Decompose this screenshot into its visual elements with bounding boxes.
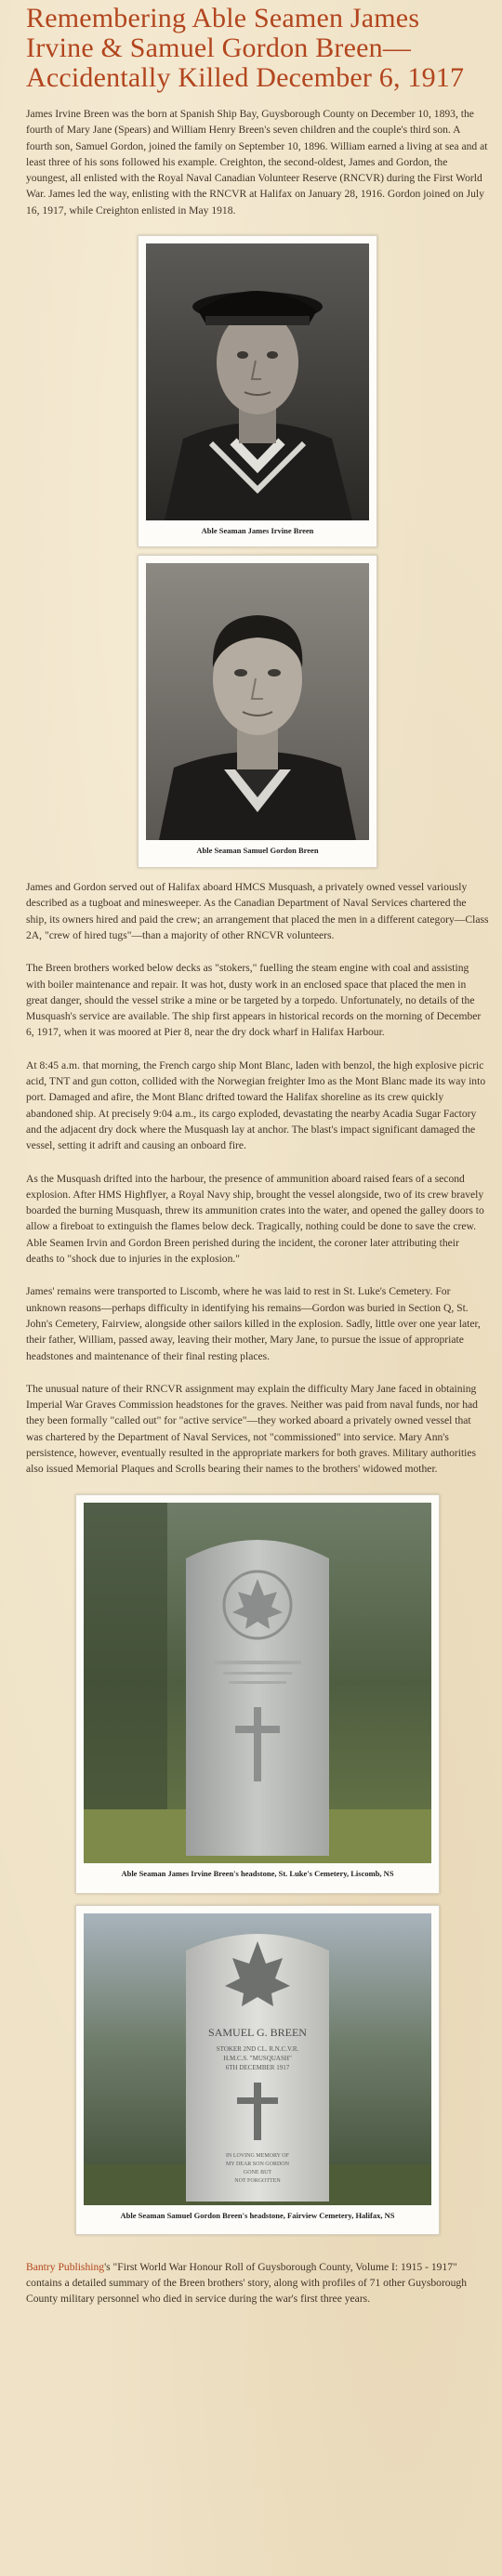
bantry-publishing-link[interactable]: Bantry Publishing [26, 2260, 105, 2273]
portrait-james-illustration [146, 243, 369, 520]
paragraph-burials: James' remains were transported to Liscomb, where he was laid to rest in St. Luke's Cemetery. For unknown reasons—perhaps difficulty in identifying his remains—Gordon was buried in Section Q, St. John's Cemetery, Fairview, alongside other sailors killed in the explosion. Sadly, little over one year later, their father, William, passed away, leaving their mother, Mary Jane, to pursue the issue of appropriate headstones and maintenance of their final resting places. [26, 1285, 481, 1362]
paragraph-explosion: At 8:45 a.m. that morning, the French cargo ship Mont Blanc, laden with benzol, the high explosive picric acid, TNT and gun cotton, collided with the Norwegian freighter Imo as the Mont Blanc made its way into port. Damaged and afire, the Mont Blanc drifted toward the Halifax shoreline as its crew quickly abandoned ship. At precisely 9:04 a.m., its cargo exploded, devastating the nearby Acadia Sugar Factory and the adjacent dry dock where the Musquash lay at anchor. The blast's impact significant damaged the vessel, setting it adrift and causing an onboard fire. [26, 1058, 486, 1152]
photo-card-gordon [138, 555, 377, 868]
paragraph-musquash-drift: As the Musquash drifted into the harbour, the presence of ammunition aboard raised fears of a second explosion. After HMS Highflyer, a Royal Navy ship, brought the vessel alongside, two of its crew bravely boarded the burning Musquash, threw its ammunition crates into the water, and opened the galley doors to allow a fireboat to extinguish the flames below deck. Tragically, nothing could be done to save the crew. Able Seamen Irvin and Gordon Breen perished during the incident, the coroner later attributing their deaths to "shock due to injuries in the explosion." [26, 1172, 484, 1266]
paragraph-intro: James Irvine Breen was the born at Spanish Ship Bay, Guysborough County on December 10, 1893, the fourth of Mary Jane (Spears) and William Henry Breen's seven children and the couple's third son. A fourth son, Samuel Gordon, joined the family on September 10, 1896. William earned a living at sea and at least three of his sons followed his example. Creighton, the second-oldest, James and Gordon, the youngest, all enlisted with the Royal Naval Canadian Volunteer Reserve (RNCVR) during the First World War. James led the way, enlisting with the RNCVR at Halifax on January 28, 1916. Gordon joined on July 16, 1917, while Creighton enlisted in May 1918. [26, 108, 488, 217]
page-title: Remembering Able Seamen James Irvine & Samuel Gordon Breen— Accidentally Killed December 6, 1917 [26, 3, 465, 93]
headstone-epitaph-3: GONE BUT [243, 2169, 272, 2175]
paragraph-publisher-text: 's "First World War Honour Roll of Guysborough County, Volume I: 1915 - 1917" contains a detailed summary of the Breen brothers' story, along with profiles of 71 other Guysborough County military personnel who died in service during the war's first three years. [26, 2260, 467, 2306]
headstone-epitaph-2: MY DEAR SON GORDON [226, 2161, 289, 2167]
photo-caption-james: Able Seaman James Irvine Breen [201, 526, 314, 536]
headstone-date-text: 6TH DECEMBER 1917 [225, 2063, 290, 2071]
photo-caption-james-headstone: Able Seaman James Irvine Breen's headstone, St. Luke's Cemetery, Liscomb, NS [121, 1868, 394, 1878]
headstone-james-illustration [84, 1503, 431, 1863]
headstone-photo-james [84, 1503, 431, 1863]
portrait-photo-james [146, 243, 369, 520]
portrait-photo-gordon [146, 563, 369, 840]
portrait-gordon-illustration [146, 563, 369, 840]
headstone-rank-text: STOKER 2ND CL. R.N.C.V.R. [216, 2044, 299, 2053]
paragraph-stokers: The Breen brothers worked below decks as "stokers," fuelling the steam engine with coal and assisting with boiler maintenance and repair. It was hot, dusty work in an enclosed space that placed the men in great danger, should the vessel strike a mine or be targeted by a torpedo. Unfortunately, no details of the Musquash's service are available. The ship first appears in historical records on the morning of December 6, 1917, when it was moored at Pier 8, near the dry dock wharf in Halifax Harbour. [26, 962, 482, 1039]
paragraph-service: James and Gordon served out of Halifax aboard HMCS Musquash, a privately owned vessel variously described as a tugboat and minesweeper. As the Canadian Department of Naval Services chartered the ship, its owners hired and paid the crew; an arrangement that placed the men in a different category—Class 2A, "crew of hired tugs"—than a majority of other RNCVR volunteers. [26, 881, 489, 941]
headstone-ship-text: H.M.C.S. "MUSQUASH" [223, 2054, 292, 2062]
photo-caption-gordon-headstone: Able Seaman Samuel Gordon Breen's headstone, Fairview Cemetery, Halifax, NS [120, 2210, 395, 2220]
photo-card-james-headstone [75, 1494, 440, 1894]
headstone-photo-gordon [84, 1913, 431, 2205]
photo-card-james [138, 235, 377, 547]
headstone-gordon-illustration [84, 1913, 431, 2205]
headstone-epitaph-1: IN LOVING MEMORY OF [226, 2152, 289, 2159]
paragraph-publisher [26, 2259, 489, 2307]
headstone-name-text: SAMUEL G. BREEN [208, 2025, 307, 2039]
photo-caption-gordon: Able Seaman Samuel Gordon Breen [196, 846, 319, 856]
headstone-epitaph-4: NOT FORGOTTEN [234, 2177, 281, 2184]
photo-card-gordon-headstone [75, 1905, 440, 2235]
paragraph-headstones: The unusual nature of their RNCVR assignment may explain the difficulty Mary Jane faced in obtaining Imperial War Graves Commission headstones for the graves. Neither was paid from naval funds, nor had they been formally "called out" for "active service"—they worked aboard a privately owned vessel that was chartered by the Department of Naval Services, not "commissioned" into service. Mary Ann's persistence, however, eventually resulted in the appropriate markers for both graves. Military authorities also issued Memorial Plaques and Scrolls bearing their names to the brothers' widowed mother. [26, 1382, 478, 1476]
